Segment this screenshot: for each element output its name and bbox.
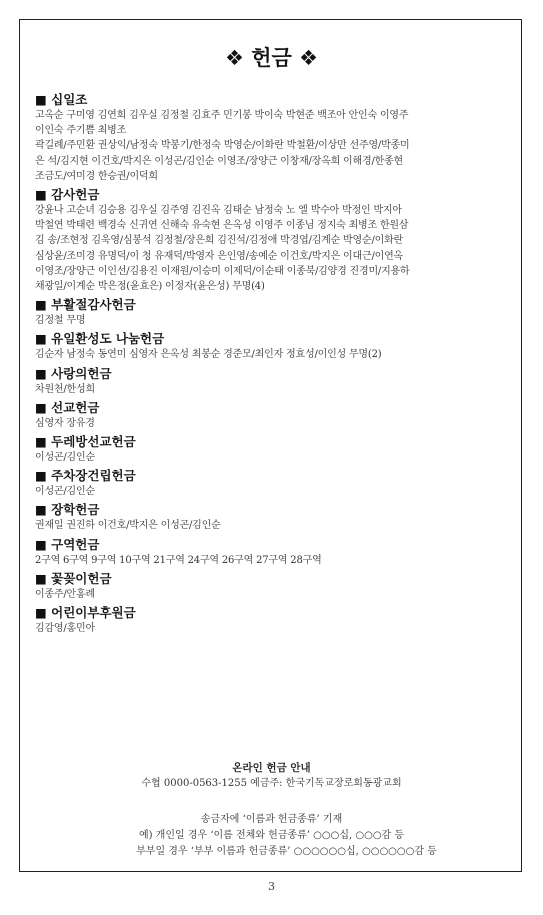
name-list-line: 고옥순 구미영 김연희 김우실 김정철 김효주 민기봉 박이숙 박현준 백조아 안인숙 이영주 xyxy=(35,110,409,121)
name-list-line: 권재일 권진하 이건호/박지은 이성곤/김인순 xyxy=(35,520,221,532)
example-couple: 부부일 경우 ‘부부 이름과 헌금종류’ ○○○○○○십, ○○○○○○감 등 xyxy=(136,846,437,857)
online-offering-title: 온라인 헌금 안내 xyxy=(232,762,311,774)
page-title: ❖ 헌금 ❖ xyxy=(225,46,318,70)
section-heading: ■ 사랑의헌금 xyxy=(35,365,112,381)
name-list-line: 조금도/여미경 한승권/이덕희 xyxy=(35,170,158,182)
name-list-line: 2구역 6구역 9구역 10구역 21구역 24구역 26구역 27구역 28구역 xyxy=(35,554,322,566)
transfer-instruction: 송금자에 ‘이름과 헌금종류’ 기재 xyxy=(200,814,343,825)
name-list-line: 이인숙 주기쁨 최병조 xyxy=(35,125,127,137)
name-list-line: 김순자 남정숙 동연미 심영자 은옥성 최봉순 경준모/최인자 정효성/이인성 무명(2) xyxy=(35,349,382,361)
section-heading: ■ 장학헌금 xyxy=(35,502,100,518)
name-list-line: 김정철 무명 xyxy=(35,315,86,327)
name-list-line: 채광일/이계순 박은정(윤효은) 이정자(윤은성) 무명(4) xyxy=(35,281,265,293)
section-heading: ■ 꽃꽂이헌금 xyxy=(35,570,112,586)
section-heading: ■ 감사헌금 xyxy=(35,187,100,203)
section-heading: ■ 부활절감사헌금 xyxy=(35,297,136,313)
bank-account: 수협 0000-0563-1255 예금주: 한국기독교장로회동광교회 xyxy=(141,778,402,789)
name-list-line: 김감영/홍민아 xyxy=(35,623,95,635)
name-list-line: 이성곤/김인순 xyxy=(35,452,95,464)
name-list-line: 강윤나 고순녀 김승용 김우실 김주영 김진옥 김태순 남정숙 노 엘 박수아 박정인 박지아 xyxy=(35,205,402,217)
section-heading: ■ 선교헌금 xyxy=(35,399,100,415)
name-list-line: 심영자 장유경 xyxy=(35,417,95,429)
section-heading: ■ 어린이부후원금 xyxy=(35,605,136,621)
name-list-line: 이성곤/김인순 xyxy=(35,486,95,498)
name-list-line: 곽길례/주민환 권상익/남정숙 박봉기/한정숙 박영순/이화란 박철환/이상만 선주영/박종미 xyxy=(35,140,410,152)
name-list-line: 박철연 박태련 백경숙 신귀연 신해숙 유숙현 은옥성 이영주 이종님 정지숙 최병조 한원삼 xyxy=(35,220,409,232)
name-list-line: 은 석/김지현 이건호/박지은 이성곤/김인순 이영조/장양근 이창재/장옥희 이해경/한종현 xyxy=(35,155,403,167)
section-heading: ■ 주차장건립헌금 xyxy=(35,468,136,484)
name-list-line: 심상윤/조미경 유명덕/이 청 유재덕/박영자 은인영/송예순 이건호/박지은 이대근/이연옥 xyxy=(35,250,403,262)
name-list-line: 이영조/장양근 이인선/김용진 이재원/이승미 이제덕/이순태 이종북/김양경 진경미/지용하 xyxy=(35,265,410,277)
online-offering-info xyxy=(20,760,523,860)
example-individual: 예) 개인일 경우 ‘이름 전체와 헌금종류’ ○○○십, ○○○감 등 xyxy=(138,830,405,841)
page-number: 3 xyxy=(268,880,275,893)
name-list-line: 이종주/안홍례 xyxy=(35,588,95,600)
section-heading: ■ 십일조 xyxy=(35,92,88,107)
section-heading: ■ 유일환성도 나눔헌금 xyxy=(35,331,165,347)
name-list-line: 김 송/조현정 김욱영/심봉석 김정철/장은희 김진석/김정애 박경엽/김계순 박영순/이화란 xyxy=(35,235,403,247)
name-list-line: 차원천/한성희 xyxy=(35,383,95,395)
section-heading: ■ 두레방선교헌금 xyxy=(35,434,136,450)
offering-list xyxy=(35,89,507,636)
section-heading: ■ 구역헌금 xyxy=(35,536,100,552)
